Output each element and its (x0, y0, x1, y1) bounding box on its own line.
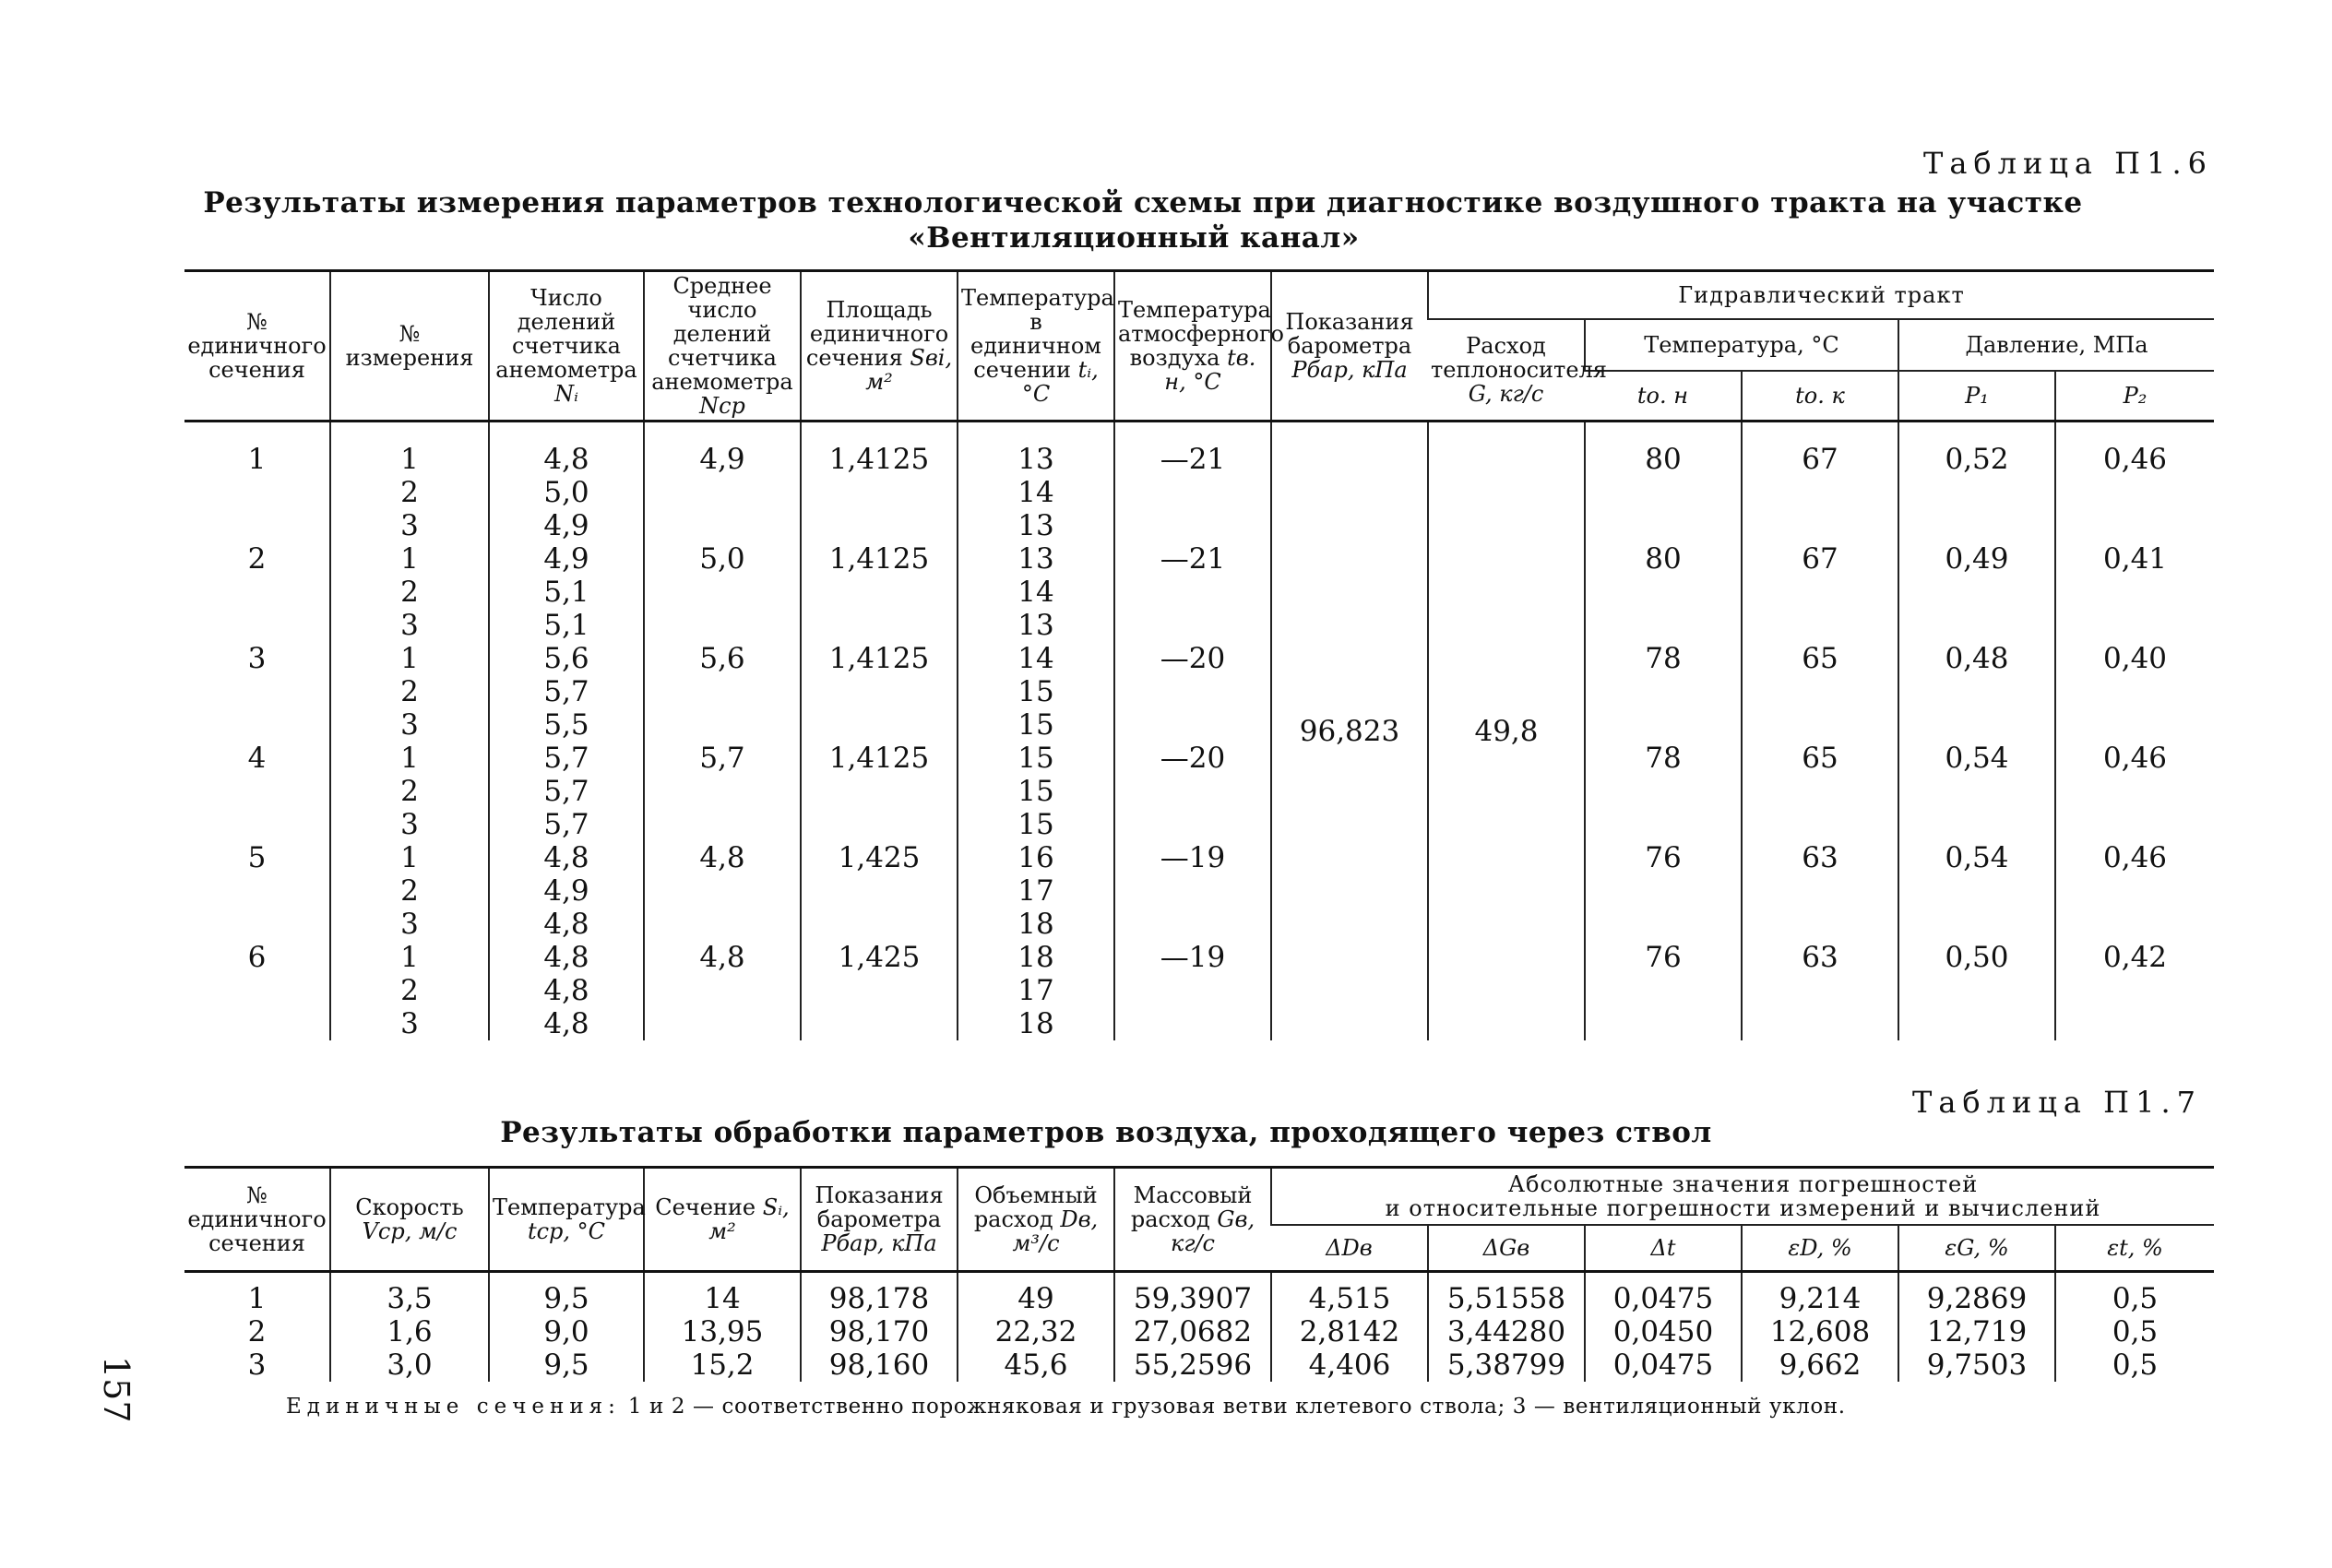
cell-area: 1,4125 (801, 642, 958, 742)
cell-avg: 4,8 (644, 941, 801, 1040)
cell-bar: 98,160 (801, 1348, 958, 1382)
cell-p1: 0,49 (1898, 542, 2055, 642)
cell-area: 14 (644, 1272, 801, 1316)
division-value: 4,9 (543, 542, 589, 576)
cell-t-ok: 63 (1742, 941, 1898, 1040)
cell-section: 2 (247, 1315, 267, 1348)
table1-label: Таблица П1.6 (1923, 146, 2213, 181)
cell-avg: 4,9 (644, 422, 801, 543)
t1-header-p1: P₁ (1898, 371, 2055, 422)
temp-value: 18 (1017, 941, 1054, 974)
cell-mass: 55,2596 (1114, 1348, 1271, 1382)
temp-value: 17 (1017, 874, 1054, 908)
cell-avg: 5,7 (644, 742, 801, 841)
cell-vol: 49 (958, 1272, 1114, 1316)
cell-dG: 5,51558 (1428, 1272, 1585, 1316)
cell-p2: 0,46 (2055, 742, 2214, 841)
measure-no: 3 (400, 808, 419, 841)
cell-dD: 2,8142 (1271, 1315, 1428, 1348)
t2-header-mass: Массовый расход Gв, кг/с (1114, 1168, 1271, 1272)
measure-no: 3 (400, 1007, 419, 1040)
cell-p2: 0,46 (2055, 422, 2214, 543)
cell-p2: 0,40 (2055, 642, 2214, 742)
table2-header-row1 (184, 1168, 2214, 1226)
temp-value: 14 (1017, 476, 1054, 509)
temp-value: 15 (1017, 708, 1054, 742)
measure-no: 3 (400, 708, 419, 742)
footnote-text: 1 и 2 — соответственно порожняковая и грузовая ветви клетевого ствола; 3 — вентиляционный уклон. (627, 1395, 1846, 1419)
cell-t-atm: —20 (1114, 742, 1271, 841)
cell-p2: 0,41 (2055, 542, 2214, 642)
cell-measures (330, 941, 489, 1040)
t1-header-temperature: Температура, °C (1585, 319, 1898, 371)
cell-divisions (489, 742, 644, 841)
table2-title: Результаты обработки параметров воздуха, проходящего через ствол (500, 1116, 1712, 1149)
cell-divisions (489, 841, 644, 941)
footnote (286, 1395, 1846, 1419)
cell-t-ok: 67 (1742, 542, 1898, 642)
temp-value: 14 (1017, 642, 1054, 675)
division-value: 5,1 (543, 609, 589, 642)
t2-header-et: εt, % (2055, 1225, 2214, 1272)
temp-value: 15 (1017, 675, 1054, 708)
cell-section: 5 (247, 841, 267, 874)
division-value: 4,8 (543, 443, 589, 476)
cell-divisions (489, 642, 644, 742)
division-value: 5,5 (543, 708, 589, 742)
cell-t-on: 78 (1585, 742, 1742, 841)
cell-t-atm: —20 (1114, 642, 1271, 742)
cell-bar: 98,170 (801, 1315, 958, 1348)
temp-value: 15 (1017, 742, 1054, 775)
cell-section: 2 (247, 542, 267, 576)
measure-no: 1 (400, 642, 419, 675)
temp-value: 18 (1017, 1007, 1054, 1040)
table-row (184, 941, 2214, 1040)
cell-speed: 1,6 (330, 1315, 489, 1348)
cell-et: 0,5 (2055, 1348, 2214, 1382)
t2-header-dG: ΔGв (1428, 1225, 1585, 1272)
cell-temp: 9,0 (489, 1315, 644, 1348)
division-value: 4,8 (543, 974, 589, 1007)
temp-value: 13 (1017, 509, 1054, 542)
cell-section: 1 (247, 443, 267, 476)
t2-header-temp: Температура tср, °C (489, 1168, 644, 1272)
cell-t-ok: 63 (1742, 841, 1898, 941)
cell-eG: 9,2869 (1898, 1272, 2055, 1316)
temp-value: 15 (1017, 775, 1054, 808)
cell-area: 1,4125 (801, 542, 958, 642)
t1-header-p2: P₂ (2055, 371, 2214, 422)
t2-header-dt: Δt (1585, 1225, 1742, 1272)
cell-area: 1,4125 (801, 742, 958, 841)
cell-dt: 0,0475 (1585, 1272, 1742, 1316)
division-value: 5,6 (543, 642, 589, 675)
t1-header-avg: Среднее число делений счетчика анемометра Nср (644, 271, 801, 422)
cell-p1: 0,52 (1898, 422, 2055, 543)
cell-eD: 9,662 (1742, 1348, 1898, 1382)
cell-et: 0,5 (2055, 1272, 2214, 1316)
cell-p1: 0,48 (1898, 642, 2055, 742)
measure-no: 3 (400, 908, 419, 941)
cell-temps (958, 542, 1114, 642)
cell-temps (958, 841, 1114, 941)
cell-p2: 0,42 (2055, 941, 2214, 1040)
cell-speed: 3,0 (330, 1348, 489, 1382)
t1-header-temp-atm: Температура атмосферного воздуха tв. н, °C (1114, 271, 1271, 422)
t2-header-area: Сечение Sᵢ, м² (644, 1168, 801, 1272)
cell-eD: 9,214 (1742, 1272, 1898, 1316)
table1-title-line2: «Вентиляционный канал» (908, 221, 1360, 255)
cell-t-on: 78 (1585, 642, 1742, 742)
cell-temps (958, 941, 1114, 1040)
temp-value: 15 (1017, 808, 1054, 841)
cell-measures (330, 422, 489, 543)
cell-t-ok: 65 (1742, 742, 1898, 841)
measure-no: 1 (400, 841, 419, 874)
cell-et: 0,5 (2055, 1315, 2214, 1348)
division-value: 4,8 (543, 941, 589, 974)
t1-header-measure: № измерения (330, 271, 489, 422)
cell-temp: 9,5 (489, 1348, 644, 1382)
measure-no: 1 (400, 443, 419, 476)
cell-t-on: 80 (1585, 542, 1742, 642)
cell-eG: 12,719 (1898, 1315, 2055, 1348)
temp-value: 13 (1017, 542, 1054, 576)
cell-measures (330, 742, 489, 841)
division-value: 4,9 (543, 874, 589, 908)
t1-header-t-on: tо. н (1636, 383, 1689, 409)
cell-divisions (489, 542, 644, 642)
division-value: 5,7 (543, 742, 589, 775)
table1 (184, 269, 2214, 1040)
table-row (184, 1315, 2214, 1348)
cell-area: 1,425 (801, 941, 958, 1040)
measure-no: 2 (400, 974, 419, 1007)
cell-dD: 4,515 (1271, 1272, 1428, 1316)
cell-mass: 59,3907 (1114, 1272, 1271, 1316)
table-row (184, 841, 2214, 941)
cell-divisions (489, 941, 644, 1040)
t1-header-flow: Расход теплоносителя G, кг/с (1428, 319, 1585, 422)
cell-eG: 9,7503 (1898, 1348, 2055, 1382)
cell-mass: 27,0682 (1114, 1315, 1271, 1348)
cell-temps (958, 422, 1114, 543)
cell-section: 4 (247, 742, 267, 775)
cell-avg: 5,6 (644, 642, 801, 742)
cell-temps (958, 642, 1114, 742)
cell-section: 3 (247, 642, 267, 675)
table2-body (184, 1272, 2214, 1383)
measure-no: 1 (400, 941, 419, 974)
cell-dG: 5,38799 (1428, 1348, 1585, 1382)
table1-title-line1: Результаты измерения параметров технологической схемы при диагностике воздушного тракта на участке (203, 186, 2083, 220)
cell-bar: 98,178 (801, 1272, 958, 1316)
t1-header-divisions: Число делений счетчика анемометра Nᵢ (489, 271, 644, 422)
division-value: 5,7 (543, 808, 589, 841)
cell-section: 3 (247, 1348, 267, 1382)
table-row (184, 1272, 2214, 1316)
cell-t-ok: 67 (1742, 422, 1898, 543)
cell-flow: 49,8 (1428, 422, 1585, 1041)
division-value: 4,8 (543, 841, 589, 874)
cell-temps (958, 742, 1114, 841)
t2-header-section: № единичного сечения (184, 1168, 330, 1272)
cell-t-on: 76 (1585, 841, 1742, 941)
t2-header-eD: εD, % (1742, 1225, 1898, 1272)
measure-no: 3 (400, 509, 419, 542)
cell-divisions (489, 422, 644, 543)
cell-area: 1,425 (801, 841, 958, 941)
division-value: 5,7 (543, 775, 589, 808)
temp-value: 16 (1017, 841, 1054, 874)
cell-speed: 3,5 (330, 1272, 489, 1316)
temp-value: 14 (1017, 576, 1054, 609)
page-number: 157 (96, 1356, 137, 1423)
table2 (184, 1166, 2214, 1382)
cell-measures (330, 542, 489, 642)
t1-header-temp-section: Температура в единичном сечении tᵢ, °C (958, 271, 1114, 422)
measure-no: 2 (400, 675, 419, 708)
cell-t-on: 76 (1585, 941, 1742, 1040)
temp-value: 18 (1017, 908, 1054, 941)
t1-header-hydraulic: Гидравлический тракт (1428, 271, 2214, 320)
cell-vol: 45,6 (958, 1348, 1114, 1382)
measure-no: 3 (400, 609, 419, 642)
cell-avg: 4,8 (644, 841, 801, 941)
cell-area: 15,2 (644, 1348, 801, 1382)
cell-eD: 12,608 (1742, 1315, 1898, 1348)
cell-dD: 4,406 (1271, 1348, 1428, 1382)
measure-no: 2 (400, 775, 419, 808)
cell-t-atm: —21 (1114, 422, 1271, 543)
cell-p1: 0,54 (1898, 742, 2055, 841)
footnote-lead: Единичные сечения: (286, 1395, 621, 1419)
t2-header-dD: ΔDв (1326, 1235, 1373, 1261)
table2-label: Таблица П1.7 (1912, 1085, 2202, 1120)
cell-t-ok: 65 (1742, 642, 1898, 742)
table1-body (184, 422, 2214, 1041)
cell-t-atm: —21 (1114, 542, 1271, 642)
temp-value: 13 (1017, 609, 1054, 642)
division-value: 4,8 (543, 1007, 589, 1040)
t2-header-barometer: Показания барометра Pбар, кПа (801, 1168, 958, 1272)
division-value: 5,7 (543, 675, 589, 708)
measure-no: 2 (400, 476, 419, 509)
cell-t-atm: —19 (1114, 841, 1271, 941)
cell-temp: 9,5 (489, 1272, 644, 1316)
t1-header-section: № единичного сечения (184, 271, 330, 422)
measure-no: 2 (400, 576, 419, 609)
cell-t-atm: —19 (1114, 941, 1271, 1040)
cell-section: 6 (247, 941, 267, 974)
division-value: 5,0 (543, 476, 589, 509)
cell-barometer: 96,823 (1271, 422, 1428, 1041)
t1-header-area: Площадь единичного сечения Sвi, м² (801, 271, 958, 422)
cell-dt: 0,0450 (1585, 1315, 1742, 1348)
table1-header-row1 (184, 271, 2214, 320)
t1-header-t-ok: tо. к (1742, 371, 1898, 422)
cell-section: 1 (247, 1282, 267, 1315)
t2-header-speed: Скорость Vср, м/с (330, 1168, 489, 1272)
cell-p2: 0,46 (2055, 841, 2214, 941)
measure-no: 1 (400, 742, 419, 775)
table-row (184, 1348, 2214, 1382)
cell-measures (330, 642, 489, 742)
cell-dG: 3,44280 (1428, 1315, 1585, 1348)
t1-header-pressure: Давление, МПа (1898, 319, 2214, 371)
cell-vol: 22,32 (958, 1315, 1114, 1348)
t1-header-barometer: Показания барометра Pбар, кПа (1271, 271, 1428, 422)
t2-header-errors: Абсолютные значения погрешностей и относительные погрешности измерений и вычислений (1271, 1168, 2214, 1226)
temp-value: 13 (1017, 443, 1054, 476)
division-value: 5,1 (543, 576, 589, 609)
cell-area: 1,4125 (801, 422, 958, 543)
division-value: 4,8 (543, 908, 589, 941)
table-row (184, 742, 2214, 841)
temp-value: 17 (1017, 974, 1054, 1007)
cell-avg: 5,0 (644, 542, 801, 642)
t2-header-volume: Объемный расход Dв, м³/с (958, 1168, 1114, 1272)
t2-header-eG: εG, % (1898, 1225, 2055, 1272)
measure-no: 1 (400, 542, 419, 576)
table-row (184, 422, 2214, 543)
cell-area: 13,95 (644, 1315, 801, 1348)
cell-measures (330, 841, 489, 941)
table-row (184, 642, 2214, 742)
measure-no: 2 (400, 874, 419, 908)
cell-p1: 0,50 (1898, 941, 2055, 1040)
cell-t-on: 80 (1585, 422, 1742, 543)
division-value: 4,9 (543, 509, 589, 542)
cell-dt: 0,0475 (1585, 1348, 1742, 1382)
cell-p1: 0,54 (1898, 841, 2055, 941)
table-row (184, 542, 2214, 642)
